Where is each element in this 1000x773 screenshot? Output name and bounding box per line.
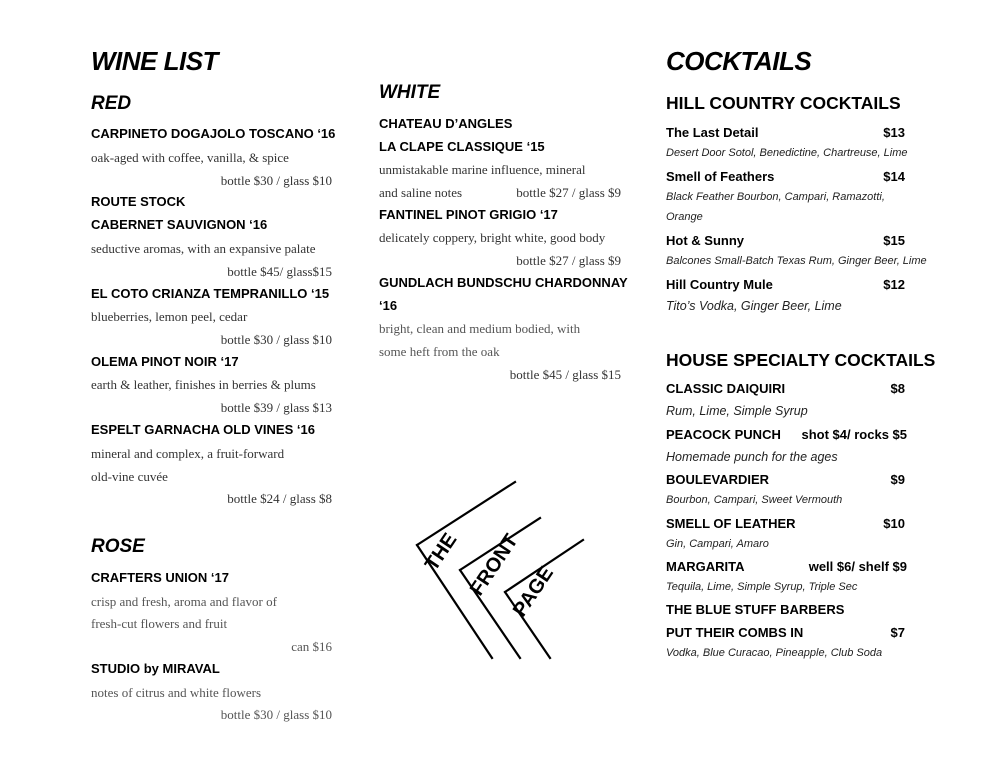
cocktail-description: Rum, Lime, Simple Syrup [666,404,808,418]
wine-price: bottle $45/ glass$15 [227,264,332,279]
cocktail-price: shot $4/ rocks $5 [801,427,907,442]
wine-price: bottle $30 / glass $10 [220,707,332,722]
wine-name: CARPINETO DOGAJOLO TOSCANO ‘16 [91,126,336,141]
wine-name: GUNDLACH BUNDSCHU CHARDONNAY [379,275,628,290]
cocktail-name: Hill Country Mule [666,277,773,292]
cocktail-description: Desert Door Sotol, Benedictine, Chartreuse, Lime [666,147,908,159]
wine-description: notes of citrus and white flowers [91,685,262,700]
wine-name: CHATEAU D’ANGLES [379,116,513,131]
cocktail-name: PEACOCK PUNCH [666,427,781,442]
cocktail-name: THE BLUE STUFF BARBERS [666,602,845,617]
wine-description: unmistakable marine influence, mineral [379,162,586,177]
wine-description: delicately coppery, bright white, good body [379,230,606,245]
cocktail-description: Tequila, Lime, Simple Syrup, Triple Sec [666,581,858,593]
wine-description: and saline notes [379,185,463,200]
cocktail-price: $8 [890,381,905,396]
wine-description: earth & leather, finishes in berries & plums [91,377,316,392]
cocktail-price: $7 [890,625,905,640]
cocktail-name: The Last Detail [666,125,759,140]
wine-description: oak-aged with coffee, vanilla, & spice [91,150,289,165]
wine-description: blueberries, lemon peel, cedar [91,309,248,324]
wine-description: mineral and complex, a fruit-forward [91,446,285,461]
rose-heading: ROSE [91,536,145,557]
logo-text-page: PAGE [508,562,559,621]
cocktail-description: Gin, Campari, Amaro [666,538,769,550]
cocktail-price: $10 [883,516,905,531]
cocktail-price: $15 [883,233,905,248]
cocktail-name: MARGARITA [666,559,745,574]
red-heading: RED [91,93,132,114]
wine-description: bright, clean and medium bodied, with [379,321,581,336]
cocktail-description: Homemade punch for the ages [666,450,838,464]
white-heading: WHITE [379,82,441,103]
wine-name: FANTINEL PINOT GRIGIO ‘17 [379,207,558,222]
cocktail-description: Balcones Small-Batch Texas Rum, Ginger Beer, Lime [666,255,927,267]
wine-name: CRAFTERS UNION ‘17 [91,570,229,585]
cocktail-price: $12 [883,277,905,292]
wine-name: OLEMA PINOT NOIR ‘17 [91,354,239,369]
wine-name: LA CLAPE CLASSIQUE ‘15 [379,139,545,154]
cocktail-name: PUT THEIR COMBS IN [666,625,804,640]
cocktails-title: COCKTAILS [666,46,812,76]
wine-price: can $16 [291,639,332,654]
hill-country-heading: HILL COUNTRY COCKTAILS [666,93,901,113]
wine-price: bottle $24 / glass $8 [227,491,332,506]
wine-list-title: WINE LIST [91,46,218,76]
wine-price: bottle $39 / glass $13 [220,400,332,415]
cocktail-description: Vodka, Blue Curacao, Pineapple, Club Soda [666,647,883,659]
front-page-logo [405,470,605,670]
wine-name: ESPELT GARNACHA OLD VINES ‘16 [91,422,315,437]
cocktail-name: SMELL OF LEATHER [666,516,796,531]
wine-name: ‘16 [379,298,398,313]
wine-description: old-vine cuvée [91,469,168,484]
cocktail-name: Hot & Sunny [666,233,744,248]
cocktail-description: Tito’s Vodka, Ginger Beer, Lime [666,299,842,313]
wine-price: bottle $30 / glass $10 [220,173,332,188]
logo-text-the: THE [420,529,462,575]
wine-description: some heft from the oak [379,344,500,359]
cocktail-price: well $6/ shelf $9 [808,559,907,574]
cocktail-description: Bourbon, Campari, Sweet Vermouth [666,494,843,506]
wine-description: fresh-cut flowers and fruit [91,616,228,631]
wine-description: crisp and fresh, aroma and flavor of [91,594,277,609]
logo-text-front: FRONT [465,530,523,600]
wine-name: CABERNET SAUVIGNON ‘16 [91,217,268,232]
wine-description: seductive aromas, with an expansive palate [91,241,316,256]
wine-price: bottle $30 / glass $10 [220,332,332,347]
cocktail-name: BOULEVARDIER [666,472,770,487]
wine-price: bottle $27 / glass $9 [516,185,621,200]
wine-name: EL COTO CRIANZA TEMPRANILLO ‘15 [91,286,330,301]
wine-name: STUDIO by MIRAVAL [91,661,220,676]
cocktail-description: Orange [666,211,703,223]
wine-price: bottle $27 / glass $9 [516,253,621,268]
cocktail-price: $9 [890,472,905,487]
cocktail-name: CLASSIC DAIQUIRI [666,381,786,396]
cocktail-price: $13 [883,125,905,140]
cocktail-description: Black Feather Bourbon, Campari, Ramazotti, [666,191,885,203]
cocktail-price: $14 [883,169,905,184]
house-specialty-heading: HOUSE SPECIALTY COCKTAILS [666,350,936,370]
wine-name: ROUTE STOCK [91,194,186,209]
cocktail-name: Smell of Feathers [666,169,775,184]
wine-price: bottle $45 / glass $15 [509,367,621,382]
